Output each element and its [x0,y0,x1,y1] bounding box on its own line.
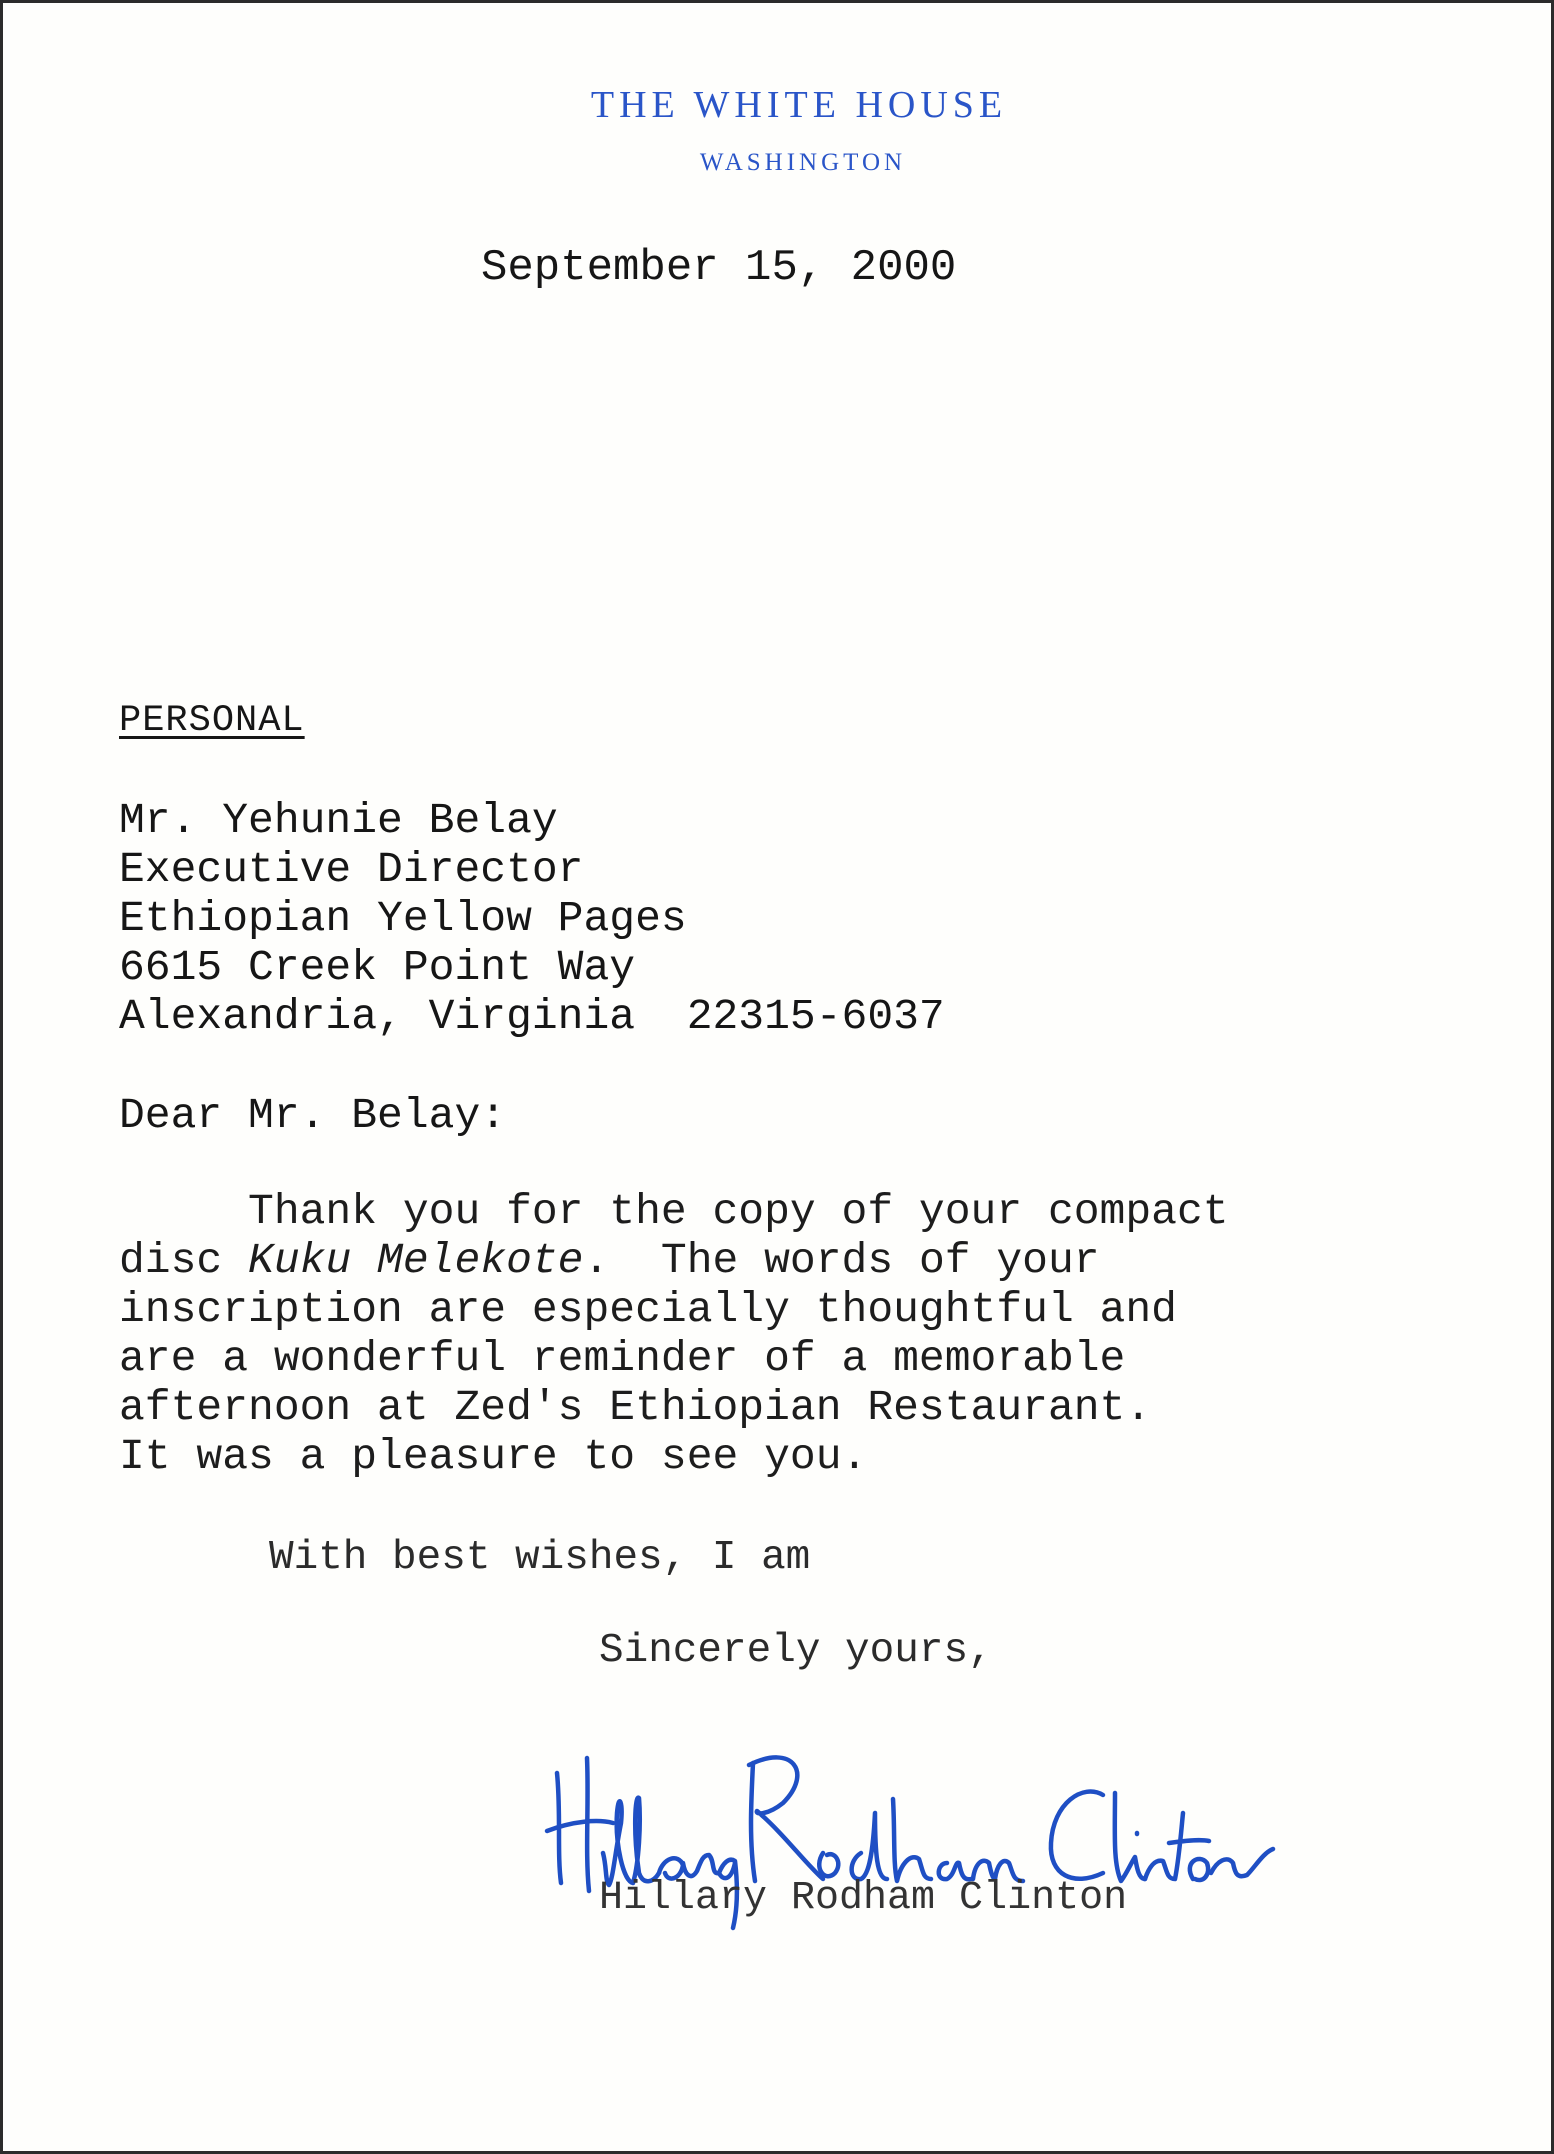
personal-marking: PERSONAL [119,700,305,742]
recipient-city: Alexandria, Virginia 22315-6037 [119,992,945,1041]
letterhead-title: THE WHITE HOUSE [590,84,1008,126]
letter-body [119,1187,1229,1481]
recipient-title: Executive Director [119,845,584,894]
valediction: Sincerely yours, [599,1628,993,1674]
album-title: Kuku Melekote [248,1236,584,1285]
typed-signature-name: Hillary Rodham Clinton [599,1876,1128,1921]
recipient-name: Mr. Yehunie Belay [119,796,558,845]
salutation: Dear Mr. Belay: [119,1091,507,1140]
recipient-street: 6615 Creek Point Way [119,943,636,992]
recipient-organization: Ethiopian Yellow Pages [119,894,687,943]
letter-date: September 15, 2000 [481,243,957,293]
closing-wishes: With best wishes, I am [269,1535,811,1581]
body-lead-text: Thank you for the copy of your compact disc [119,1187,1229,1285]
body-rest-text: . The words of your inscription are especially thoughtful and are a wonderful reminder of a memorable afternoon at Zed's Ethiopian Restaurant. It was a pleasure to see you. [119,1236,1177,1481]
letterhead-location: WASHINGTON [699,149,907,176]
